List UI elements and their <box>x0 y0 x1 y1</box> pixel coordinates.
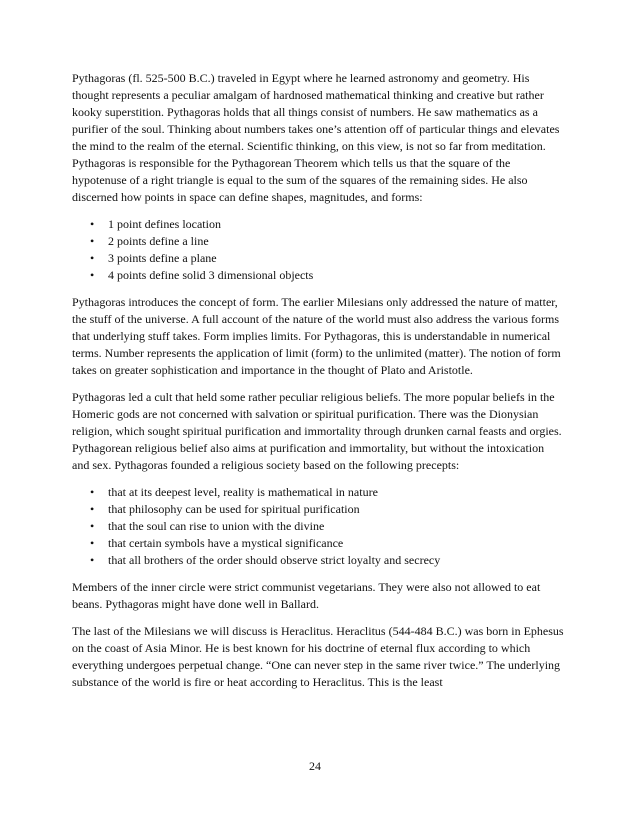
paragraph-concept-of-form: Pythagoras introduces the concept of form. The earlier Milesians only addressed the nature of matter, the stuff of the universe. A full account of the nature of the world must also address the various forms that underlying stuff takes. Form implies limits. For Pythagoras, this is understandable in numerical terms. Number represents the application of limit (form) to the unlimited (matter). The notion of form takes on greater sophistication and importance in the thought of Plato and Aristotle. <box>72 295 561 377</box>
list-item: • that the soul can rise to union with the divine <box>108 518 564 535</box>
points-list <box>72 216 564 284</box>
paragraph-religious-beliefs: Pythagoras led a cult that held some rather peculiar religious beliefs. The more popular beliefs in the Homeric gods are not concerned with salvation or spiritual purification. There was the Dionysian religion, which sought spiritual purification and immortality through drunken carnal feasts and orgies. Pythagorean religious belief also aims at purification and immortality, but without the intoxication and sex. Pythagoras founded a religious society based on the following precepts: <box>72 390 562 472</box>
precepts-list <box>72 484 564 569</box>
paragraph-heraclitus: The last of the Milesians we will discuss is Heraclitus. Heraclitus (544-484 B.C.) was born in Ephesus on the coast of Asia Minor. He is best known for his doctrine of eternal flux according to which everything undergoes perpetual change. “One can never step in the same river twice.” The underlying substance of the world is fire or heat according to Heraclitus. This is the least <box>72 624 564 689</box>
paragraph-inner-circle: Members of the inner circle were strict communist vegetarians. They were also not allowed to eat beans. Pythagoras might have done well in Ballard. <box>72 580 541 611</box>
list-item: • that all brothers of the order should observe strict loyalty and secrecy <box>108 552 564 569</box>
list-item: • 2 points define a line <box>108 233 564 250</box>
list-item: • 4 points define solid 3 dimensional objects <box>108 267 564 284</box>
list-item: • that philosophy can be used for spiritual purification <box>108 501 564 518</box>
list-item: • 3 points define a plane <box>108 250 564 267</box>
page-number: 24 <box>309 759 321 773</box>
list-item: • that at its deepest level, reality is mathematical in nature <box>108 484 564 501</box>
document-body <box>72 70 564 701</box>
list-item: • that certain symbols have a mystical significance <box>108 535 564 552</box>
list-item: • 1 point defines location <box>108 216 564 233</box>
paragraph-pythagoras-intro: Pythagoras (fl. 525-500 B.C.) traveled in Egypt where he learned astronomy and geometry. His thought represents a peculiar amalgam of hardnosed mathematical thinking and creative but rather kooky superstition. Pythagoras holds that all things consist of numbers. He saw mathematics as a purifier of the soul. Thinking about numbers takes one’s attention off of particular things and elevates the mind to the realm of the eternal. Scientific thinking, on this view, is not so far from meditation. Pythagoras is responsible for the Pythagorean Theorem which tells us that the square of the hypotenuse of a right triangle is equal to the sum of the squares of the remaining sides. He also discerned how points in space can define shapes, magnitudes, and forms: <box>72 71 560 204</box>
